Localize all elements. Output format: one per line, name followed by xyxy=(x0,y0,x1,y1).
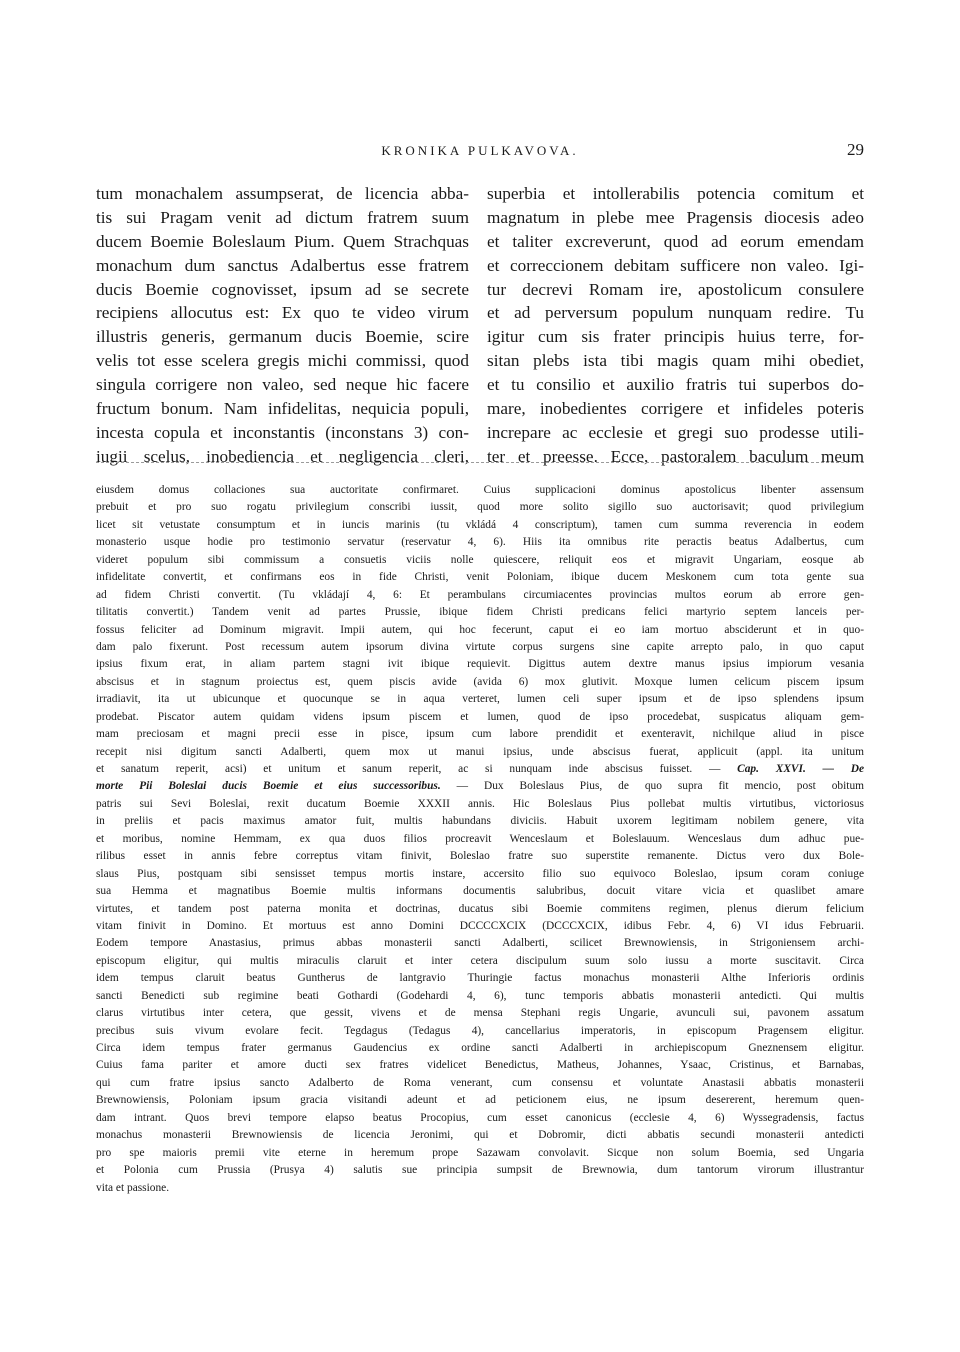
footnote-line: ipsius fixum erat, in aliam partem stagni ivit ibique requievit. Digittus autem dextre manus ipsius impiorum vesania xyxy=(96,658,864,671)
footnote-line: licet sit vetustate consumptum et in iuncis marinis (tu vkládá 4 conscriptum), tamen cum summa reverencia in eodem xyxy=(96,518,864,531)
footnote-line: qui cum fratre ipsius sancto Adalberto de Roma venerant, cum consensu et voluntate Anastasii abbatis monasterii xyxy=(96,1076,864,1089)
footnote-line: et Polonia cum Prussia (Prusya 4) salutis sue principia sumpsit de Brewnowia, dum tantorum virorum illustrantur xyxy=(96,1164,864,1177)
footnote-line: pro spe maioris premii vite eterne in heremum prope Sazawam convolavit. Sicque non solum Boemia, sed Ungaria xyxy=(96,1146,864,1159)
text-line: recipiens allocutus est: Ex quo te video virum xyxy=(96,303,469,323)
main-text-left-column xyxy=(96,182,469,469)
footnote-line: dam palo fixerunt. Post recessum autem ipsorum divina virtute corpus surgens sine capite arrepto palo, in quo caput xyxy=(96,640,864,653)
text-line: incesta copula et inconstantis (inconstans 3) con- xyxy=(96,422,469,442)
footnote-line: infidelitate convertit, et confirmans eos in fide Christi, venit Poloniam, ibique ducem Meskonem cum tota gente sua xyxy=(96,571,864,584)
footnote-line: patris sui Sevi Boleslai, rexit ducatum Boemie XXXII annis. Hic Boleslaus Pius pollebat multis virtutibus, victoriosus xyxy=(96,797,864,810)
footnote-line: et sanatum reperit, acsi) et unitum et sanum reperit, ac si nunquam inde abscisus fuisset. — Cap. XXVI. — De xyxy=(96,763,864,775)
page-number: 29 xyxy=(847,140,864,159)
footnote-line: Circa idem tempus frater germanus Gaudencius ex ordine sancti Adalberti in archiepiscopum Gneznensem eligitur. xyxy=(96,1042,864,1054)
text-line: et tu consilio et auxilio fratris tui superbos do- xyxy=(487,375,864,395)
footnote-separator xyxy=(96,462,864,463)
footnote-line: Eodem tempore Anastasius, primus abbas monasterii sancti Adalberti, scilicet Brewnowiensis, in Strigoniensem archi- xyxy=(96,937,864,950)
footnote-line: Brewnowiensis, Poloniam ipsum gracia visitandi adeunt et ad peticionem eius, ne ipsum desererent, heremum quen- xyxy=(96,1094,864,1107)
footnote-line: rilibus esset in annis febre correptus vitam finivit, Boleslao fratre suo superstite remanente. Dictus vero dux Bole- xyxy=(96,850,864,863)
text-line: superbia et intollerabilis potencia comitum et xyxy=(487,184,864,203)
chapter-heading-fragment: morte Pii Boleslai ducis Boemie et eius successoribus. xyxy=(96,780,441,793)
footnote-line: monachus monasterii Brewnowiensis de licencia Jeronimi, qui et Dobromir, dicti abbatis secundi monasterii antedicti xyxy=(96,1129,864,1142)
footnote-line: mam preciosam et magni precii esse in pisce, ipsum cum labore prendidit et exenteravit, nichilque aliud in pisce xyxy=(96,728,864,741)
text-line: illustris generis, germanum ducis Boemie, scire xyxy=(96,327,469,347)
footnote-line: recepit nisi digitum sancti Adalberti, quem mox ut manui ipsius, unde abscisus fuerat, applicuit (appl. ita unitum xyxy=(96,745,864,758)
footnote-line: Cuius fama pariter et amore ducti sex fratres videlicet Benedictus, Matheus, Johannes, Ysaac, Cristinus, et Barnabas, xyxy=(96,1059,864,1072)
text-line: ter et preesse. Ecce, pastoralem baculum meum xyxy=(487,446,864,466)
footnote-line: idem tempus claruit beatus Guntherus de lantgravio Thuringie factus monachus monasterii Althe Inferioris ordinis xyxy=(96,972,864,985)
chapter-heading-fragment: Cap. XXVI. — De xyxy=(737,763,864,775)
footnote-line: dam intrant. Quos brevi tempore elapso beatus Procopius, cum esset canonicus (ecclesie 4, 6) Wyssegradensis, factus xyxy=(96,1111,864,1124)
footnote-line: vitam finivit in Domino. Et mortuus est anno Domini DCCCCXCIX (DCCCXCIX, idibus Febr. 4, 6) VI idus Februarii. xyxy=(96,919,864,932)
footnote-line: eiusdem domus collaciones sua auctoritate confirmaret. Cuius supplicacioni dominus apostolicus libenter assensum xyxy=(96,484,864,496)
footnote-line: vita et passione. xyxy=(96,1181,170,1194)
text-line: et taliter excreverunt, quod ad eorum emendam xyxy=(487,231,864,251)
text-line: ducis Boemie cognovisset, ipsum ad se secrete xyxy=(96,279,469,299)
text-line: magnatum in plebe mee Pragensis diocesis adeo xyxy=(487,207,864,227)
footnote-line: ad fidem Christi convertit. (Tu vkládají 4, 6: Et perambulans circumiacentes provincias multos eorum ab errore gen- xyxy=(96,588,864,601)
footnote-line: prodebat. Piscator autem quidam videns ipsum piscem et lumen, quod de ipso procedebat, suspicatus aliquam gem- xyxy=(96,710,864,723)
footnote-line: morte Pii Boleslai ducis Boemie et eius successoribus. — Dux Boleslaus Pius, de quo supra fit mencio, post obitum xyxy=(96,780,864,793)
text-line: increpare ac ecclesie et gregi suo prodesse utili- xyxy=(487,422,864,442)
footnote-line: tilitatis convertit.) Tandem venit ad partes Prussie, ibique fidem Christi predicans felici martyrio septem lanceis per- xyxy=(96,606,864,619)
main-text-right-column xyxy=(487,182,864,469)
text-line: sitan plebs ista tibi magis quam mihi obediet, xyxy=(487,351,864,371)
footnote-block xyxy=(96,482,864,1197)
footnote-line: monasterio usque hodie pro testimonio servatur (reservatur 4, 6). Hiis ita omnibus rite peractis beatus Adalbertus, cum xyxy=(96,536,864,549)
running-header xyxy=(96,140,864,162)
footnote-line: videret populum sibi commissum a consuetis viciis nolle quiescere, reliquit eos et migravit Ungariam, eosque ab xyxy=(96,553,864,566)
footnote-line: in preliis et pacis maximus amator fuit, multis habundans diviciis. Habuit uxorem legitimam nobilem genere, vita xyxy=(96,815,864,828)
footnote-line: et moribus, nomine Hemmam, ex qua duos filios procreavit Wenceslaum et Boleslauum. Wenceslaus dum adhuc pue- xyxy=(96,832,864,845)
text-line: ducem Boemie Boleslaum Pium. Quem Strachquas xyxy=(96,231,469,251)
footnote-line: virtutes, et tandem post paterna monita et doctrinas, ducatus sibi Boemie commitens regimen, plenus dierum felicium xyxy=(96,902,864,915)
footnote-line: abscisus et in stagnum proiectus est, quem piscis avide (avida 6) mox glutivit. Moxque lumen celicum piscem ipsum xyxy=(96,675,864,688)
text-line: velis tot esse scelera gregis michi commissi, quod xyxy=(96,351,469,371)
footnote-line: sua Hemma et magnatibus Boemie multis informans documentis salubribus, docuit vitare vicia et quaslibet amare xyxy=(96,885,864,898)
footnote-line: slaus Pius, postquam sibi sensisset tempus mortis instare, accersito filio suo equivoco Boleslao, ipsum coram coniuge xyxy=(96,867,864,880)
text-line: mare, inobedientes corrigere et infideles poteris xyxy=(487,399,864,419)
text-line: tis sui Pragam venit ad dictum fratrem suum xyxy=(96,207,469,227)
text-line: et correccionem debitam sufficere non valeo. Igi- xyxy=(487,255,864,275)
text-line: monachum dum sanctus Adalbertus esse fratrem xyxy=(96,255,469,275)
footnote-line: precibus suis vivum evolare fecit. Tegdagus (Tedagus 4), cancellarius imperatoris, in episcopum Pragensem eligitur. xyxy=(96,1024,864,1037)
text-line: singula corrigere non valeo, sed neque hic facere xyxy=(96,375,469,395)
text-line: igitur cum sis frater principis huius terre, for- xyxy=(487,327,864,347)
text-line: tur decrevi Romam ire, apostolicum consulere xyxy=(487,279,864,299)
text-line: iugii scelus, inobediencia et negligencia cleri, xyxy=(96,446,469,466)
footnote-line: fossus feliciter ad Dominum migravit. Impii autem, qui hoc fecerunt, caput ei eo iam mortuo absciderunt et in quo- xyxy=(96,623,864,636)
footnote-line: clarus virtutibus inter cetera, que gessit, vivens et de mensa Stephani regis Ungarie, avunculi sui, pavonem assatum xyxy=(96,1007,864,1020)
running-title: KRONIKA PULKAVOVA. xyxy=(381,143,579,158)
text-line: tum monachalem assumpserat, de licencia abba- xyxy=(96,184,469,203)
text-line: fructum bonum. Nam infidelitas, nequicia populi, xyxy=(96,399,469,419)
footnote-line: irradiavit, ita ut ubicunque et quocunque se in aqua verteret, lumen celi super ipsum et de ipso splendens ipsum xyxy=(96,693,864,706)
footnote-line: prebuit et pro suo rogatu privilegium conscribi iussit, quod more solito sigillo suo auctorisavit; quod privilegium xyxy=(96,501,864,514)
text-line: et ad perversum populum nunquam redire. Tu xyxy=(487,303,864,323)
footnote-line: sancti Benedicti sub regimine beati Gothardi (Godehardi 4, 6), tunc temporis abbatis monasterii antedicti. Qui multis xyxy=(96,989,864,1002)
footnote-line: episcopum eligitur, qui multis miraculis claruit et inter cetera discipulum suum solo iussu a morte suscitavit. Circa xyxy=(96,954,864,967)
